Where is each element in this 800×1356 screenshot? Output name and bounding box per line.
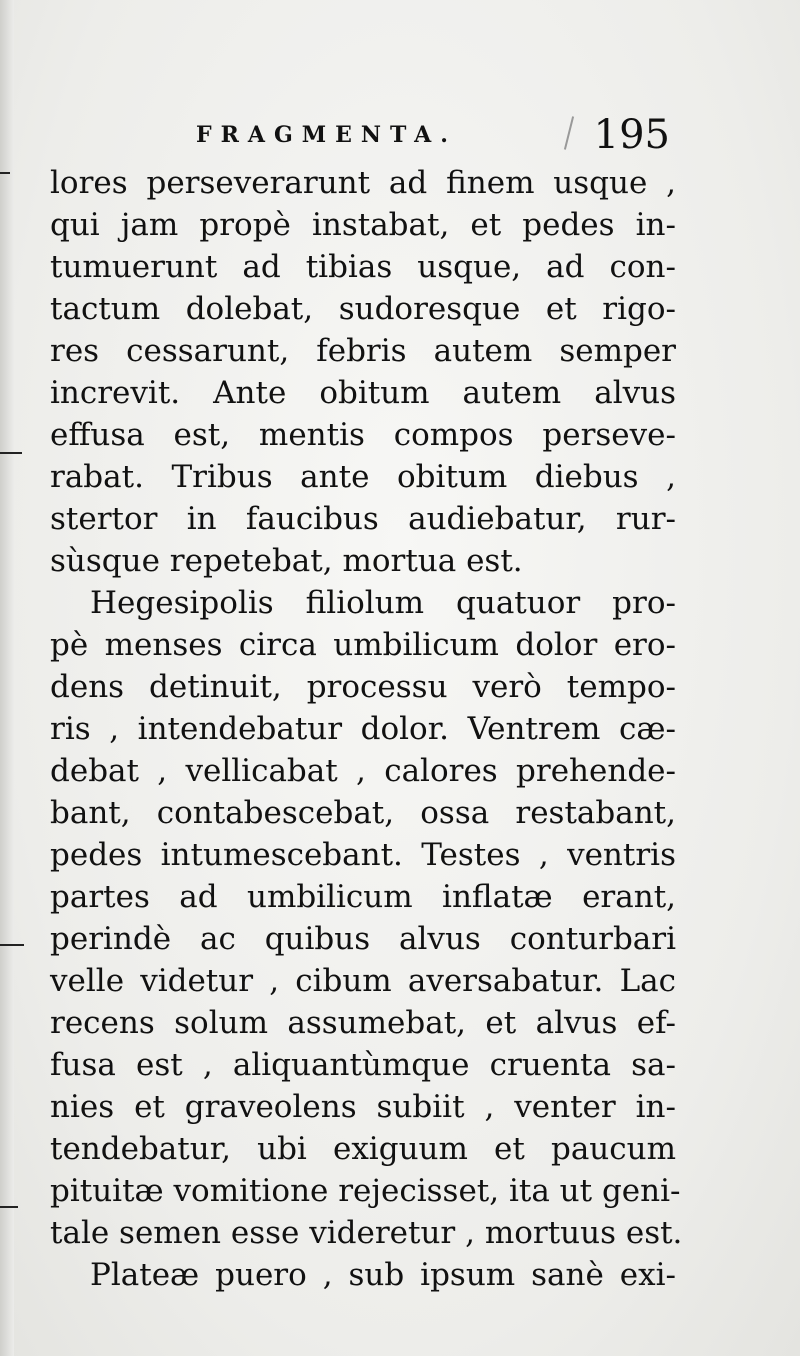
text-line: tactum dolebat, sudoresque et rigo-	[50, 291, 676, 327]
margin-mark	[0, 1206, 18, 1208]
text-line: qui jam propè instabat, et pedes in-	[50, 207, 676, 243]
text-line: debat , vellicabat , calores prehende-	[50, 753, 676, 789]
paragraph-end-line: tale semen esse videretur , mortuus est.	[50, 1215, 683, 1251]
text-line: effusa est, mentis compos perseve-	[50, 417, 676, 453]
text-line: recens solum assumebat, et alvus ef-	[50, 1005, 676, 1041]
text-line: perindè ac quibus alvus conturbari	[50, 921, 676, 957]
body-text	[50, 162, 683, 1296]
margin-mark	[0, 172, 10, 174]
running-title: FRAGMENTA.	[196, 122, 457, 148]
text-line: pedes intumescebant. Testes , ventris	[50, 837, 676, 873]
text-line: ris , intendebatur dolor. Ventrem cæ-	[50, 711, 676, 747]
paragraph-first-line: Plateæ puero , sub ipsum sanè exi-	[90, 1257, 676, 1293]
text-line: partes ad umbilicum inflatæ erant,	[50, 879, 676, 915]
paragraph-end-line: sùsque repetebat, mortua est.	[50, 543, 523, 579]
text-line: velle videtur , cibum aversabatur. Lac	[50, 963, 676, 999]
text-line: pè menses circa umbilicum dolor ero-	[50, 627, 676, 663]
folio-slash-mark	[564, 116, 574, 149]
text-line: fusa est , aliquantùmque cruenta sa-	[50, 1047, 676, 1083]
text-line: rabat. Tribus ante obitum diebus ,	[50, 459, 676, 495]
page-gutter-edge	[0, 0, 14, 1356]
text-line: increvit. Ante obitum autem alvus	[50, 375, 676, 411]
text-line: pituitæ vomitione rejecisset, ita ut geni-	[50, 1173, 681, 1209]
text-line: res cessarunt, febris autem semper	[50, 333, 676, 369]
paragraph-first-line: Hegesipolis filiolum quatuor pro-	[90, 585, 676, 621]
text-line: nies et graveolens subiit , venter in-	[50, 1089, 676, 1125]
text-line: tumuerunt ad tibias usque, ad con-	[50, 249, 676, 285]
page-number: 195	[593, 112, 670, 158]
margin-mark	[0, 452, 22, 454]
text-line: dens detinuit, processu verò tempo-	[50, 669, 676, 705]
running-head	[196, 112, 676, 160]
text-line: stertor in faucibus audiebatur, rur-	[50, 501, 676, 537]
text-line: tendebatur, ubi exiguum et paucum	[50, 1131, 676, 1167]
margin-mark	[0, 944, 24, 946]
text-line: bant, contabescebat, ossa restabant,	[50, 795, 676, 831]
text-line: lores perseverarunt ad finem usque ,	[50, 165, 676, 201]
